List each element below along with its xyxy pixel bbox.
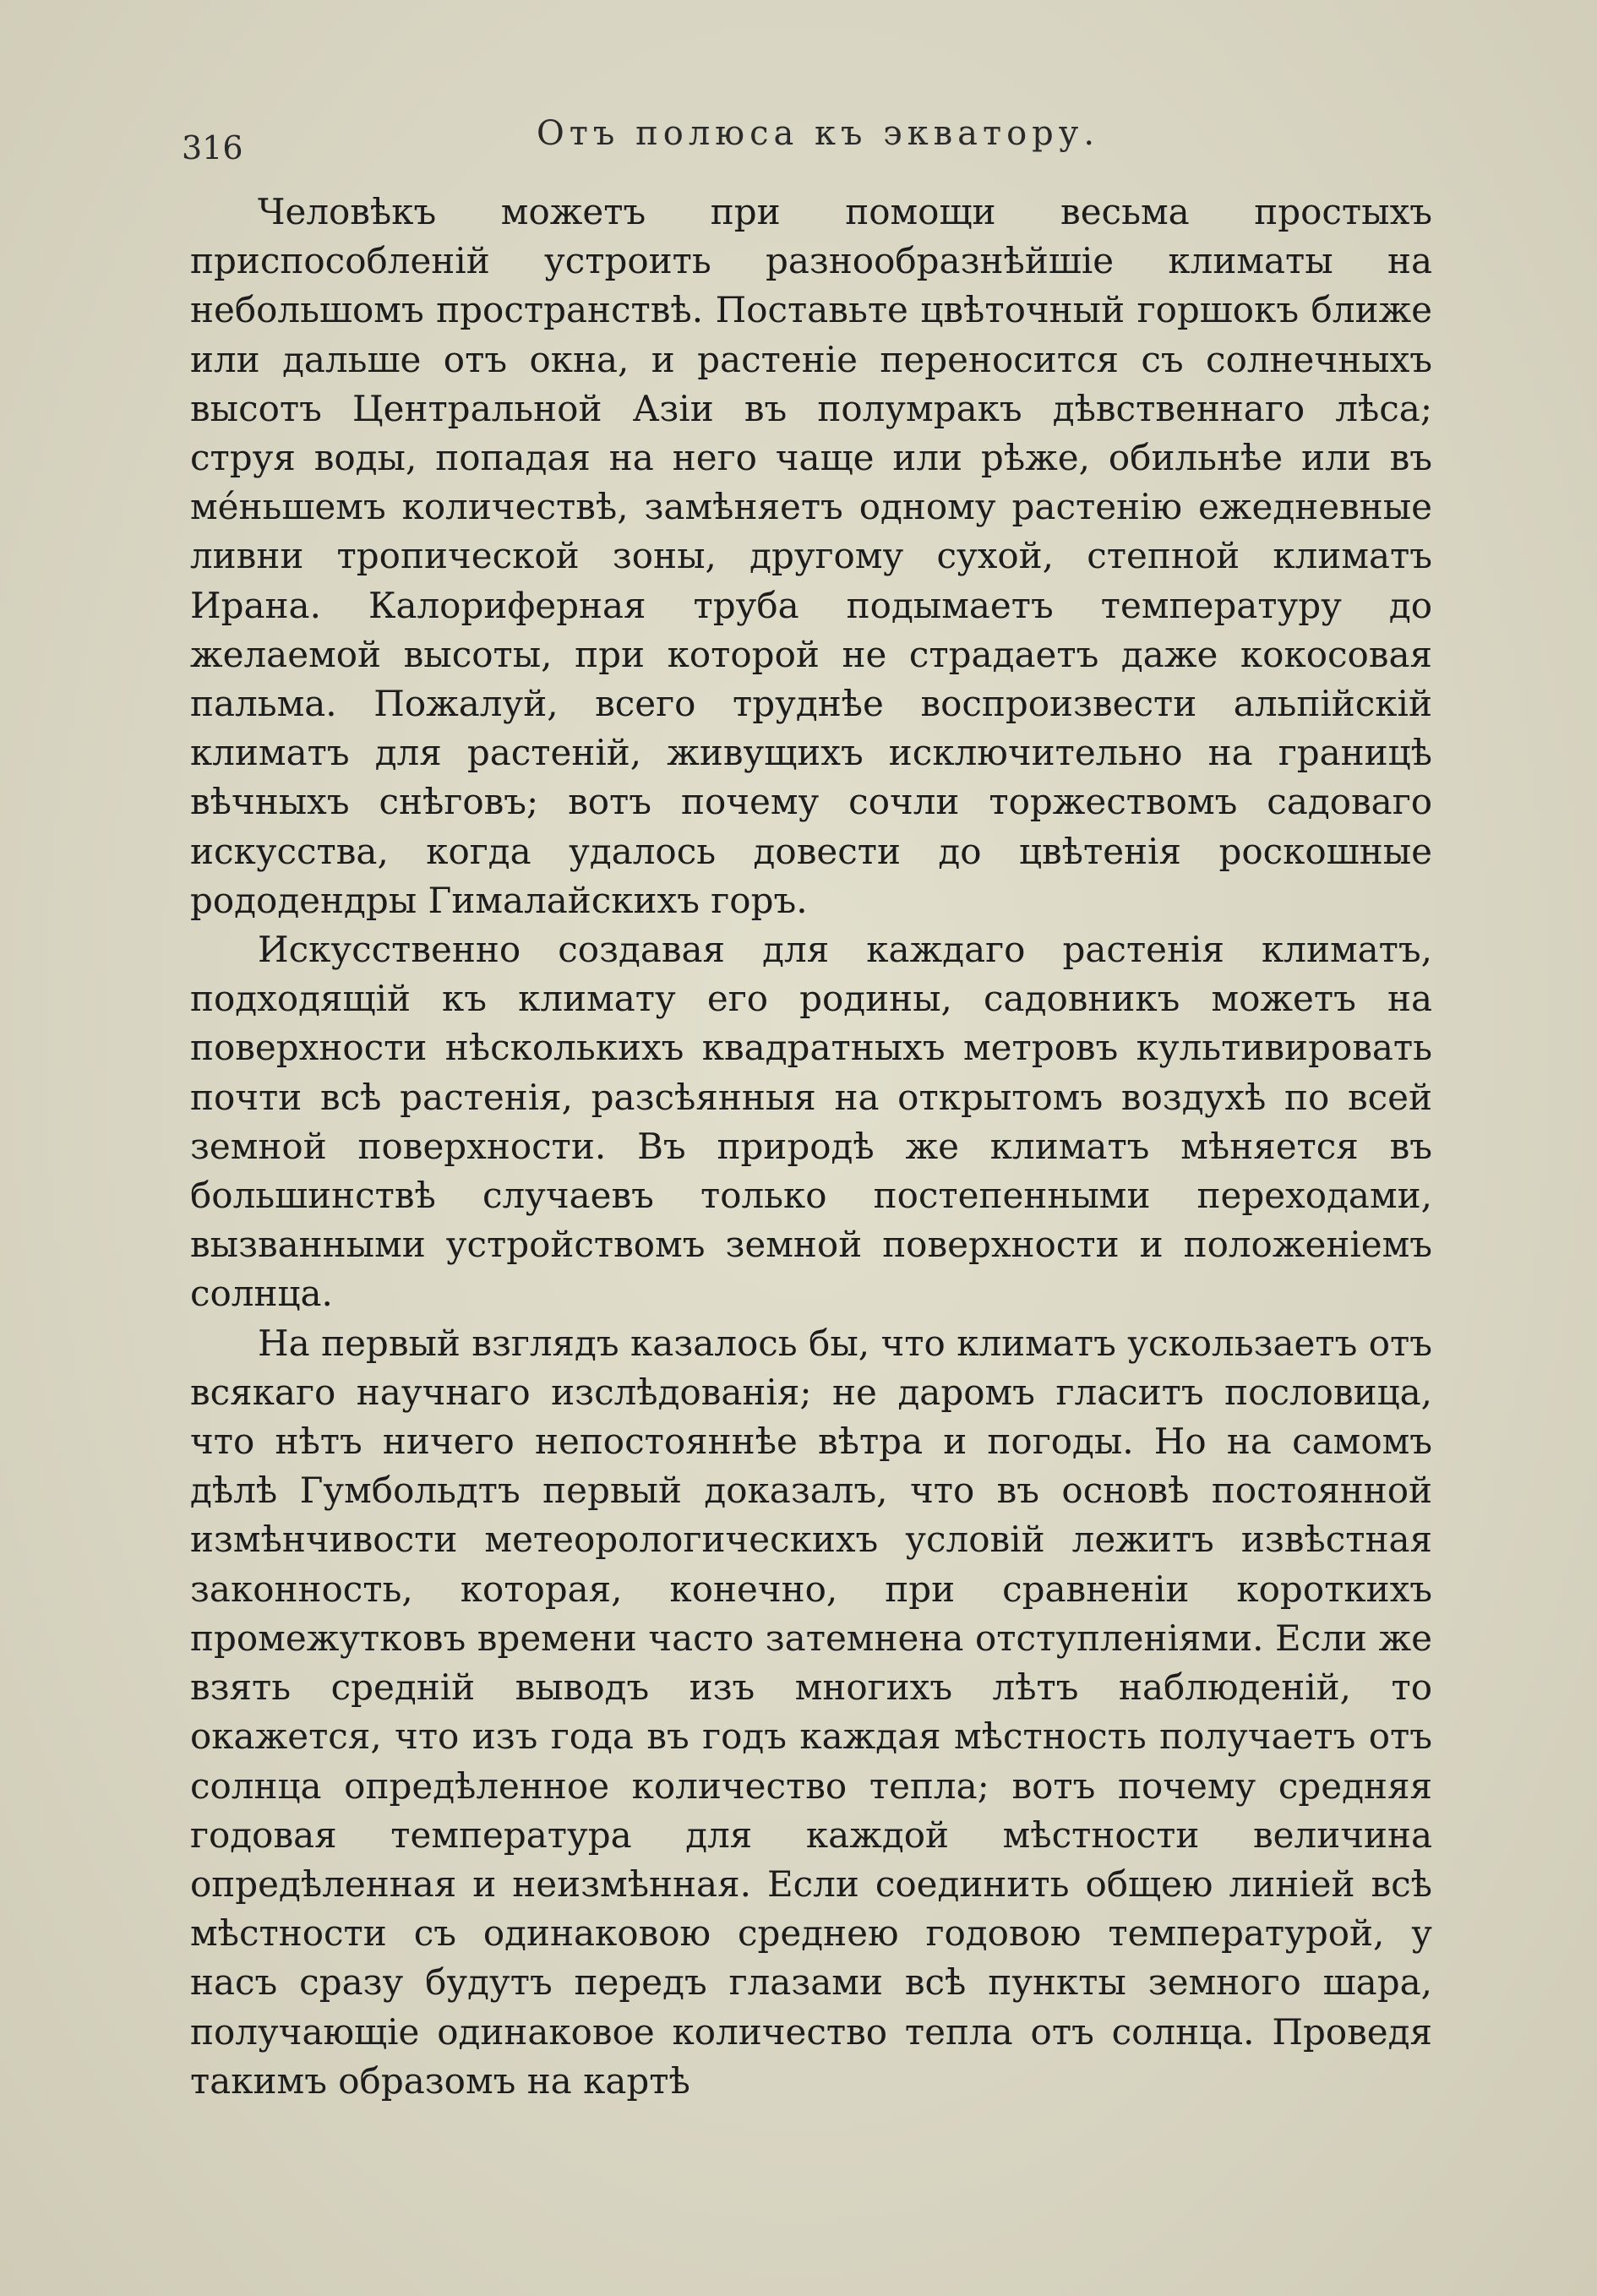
page-number: 316 bbox=[182, 129, 243, 166]
page-header bbox=[182, 114, 1449, 173]
body-text bbox=[190, 188, 1432, 2106]
paragraph-1: Человѣкъ можетъ при помощи весьма простыхъ приспособленій устроить разнообразнѣйшіе климаты на небольшомъ пространствѣ. Поставьте цвѣточный горшокъ ближе или дальше отъ окна, и растеніе переносится съ солнечныхъ высотъ Центральной Азіи въ полумракъ дѣвственнаго лѣса; струя воды, попадая на него чаще или рѣже, обильнѣе или въ мéньшемъ количествѣ, замѣняетъ одному растенію ежедневные ливни тропической зоны, другому сухой, степной климатъ Ирана. Калориферная труба подымаетъ температуру до желаемой высоты, при которой не страдаетъ даже кокосовая пальма. Пожалуй, всего труднѣе воспроизвести альпійскій климатъ для растеній, живущихъ исключительно на границѣ вѣчныхъ снѣговъ; вотъ почему сочли торжествомъ садоваго искусства, когда удалось довести до цвѣтенія роскошные рододендры Гималайскихъ горъ. bbox=[190, 191, 1432, 921]
running-title: Отъ полюса къ экватору. bbox=[537, 114, 1100, 153]
paragraph-3: На первый взглядъ казалось бы, что климатъ ускользаетъ отъ всякаго научнаго изслѣдованія; не даромъ гласитъ пословица, что нѣтъ ничего непостояннѣе вѣтра и погоды. Но на самомъ дѣлѣ Гумбольдтъ первый доказалъ, что въ основѣ постоянной измѣнчивости метеорологическихъ условій лежитъ извѣстная законность, которая, конечно, при сравненіи короткихъ промежутковъ времени часто затемнена отступленіями. Если же взять средній выводъ изъ многихъ лѣтъ наблюденій, то окажется, что изъ года въ годъ каждая мѣстность получаетъ отъ солнца опредѣленное количество тепла; вотъ почему средняя годовая температура для каждой мѣстности величина опредѣленная и неизмѣнная. Если соединить общею линіей всѣ мѣстности съ одинаковою среднею годовою температурой, у насъ сразу будутъ передъ глазами всѣ пункты земного шара, получающіе одинаковое количество тепла отъ солнца. Проведя такимъ образомъ на картѣ bbox=[190, 1322, 1432, 2102]
paragraph-2: Искусственно создавая для каждаго растенія климатъ, подходящій къ климату его родины, садовникъ можетъ на поверхности нѣсколькихъ квадратныхъ метровъ культивировать почти всѣ растенія, разсѣянныя на открытомъ воздухѣ по всей земной поверхности. Въ природѣ же климатъ мѣняется въ большинствѣ случаевъ только постепенными переходами, вызванными устройствомъ земной поверхности и положеніемъ солнца. bbox=[190, 929, 1432, 1315]
